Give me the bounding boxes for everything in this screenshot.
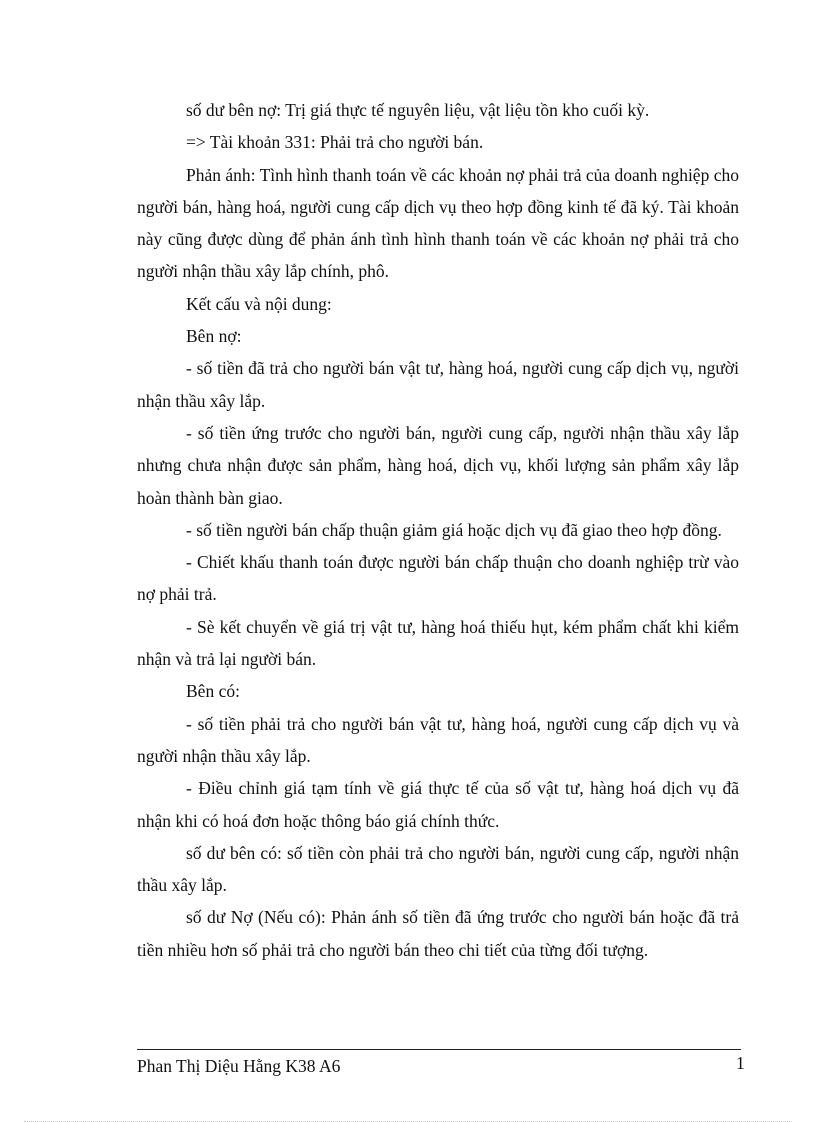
paragraph-credit-item-2: - Điều chỉnh giá tạm tính về giá thực tế của số vật tư, hàng hoá dịch vụ đã nhận khi có hoá đơn hoặc thông báo giá chính thức. bbox=[137, 778, 739, 831]
paragraph-credit-side-heading: Bên có: bbox=[186, 681, 240, 702]
page-edge-divider bbox=[24, 1121, 792, 1122]
paragraph-debit-item-5: - Sè kết chuyển về giá trị vật tư, hàng hoá thiếu hụt, kém phẩm chất khi kiểm nhận và trả lại người bán. bbox=[137, 616, 739, 670]
paragraph-credit-item-1: - số tiền phải trả cho người bán vật tư, hàng hoá, người cung cấp dịch vụ và người nhận thầu xây lắp. bbox=[137, 713, 739, 766]
paragraph-debit-item-3: - số tiền người bán chấp thuận giảm giá hoặc dịch vụ đã giao theo hợp đồng. bbox=[186, 519, 722, 540]
paragraph-debit-side-heading: Bên nợ: bbox=[186, 326, 242, 347]
body-text bbox=[137, 94, 739, 966]
page-number: 1 bbox=[736, 1053, 745, 1073]
paragraph-credit-balance: số dư bên có: số tiền còn phải trả cho người bán, người cung cấp, người nhận thầu xây lắp. bbox=[137, 842, 739, 896]
paragraph-structure-heading: Kết cấu và nội dung: bbox=[186, 293, 332, 314]
footer-author: Phan Thị Diệu Hằng K38 A6 bbox=[137, 1056, 341, 1076]
footer-divider bbox=[137, 1049, 741, 1050]
paragraph-account-331-description: Phản ánh: Tình hình thanh toán về các khoản nợ phải trả của doanh nghiệp cho người bán, hàng hoá, người cung cấp dịch vụ theo hợp đồng kinh tế đã ký. Tài khoản này cũng được dùng để phản ánh tình hình thanh toán về các khoản nợ phải trả cho người nhận thầu xây lắp chính, phô. bbox=[137, 164, 739, 282]
paragraph-debit-item-1: - số tiền đã trả cho người bán vật tư, hàng hoá, người cung cấp dịch vụ, người nhận thầu xây lắp. bbox=[137, 358, 739, 411]
paragraph-debit-item-4: - Chiết khấu thanh toán được người bán chấp thuận cho doanh nghiệp trừ vào nợ phải trả. bbox=[137, 552, 739, 605]
paragraph-debit-balance-note: số dư Nợ (Nếu có): Phản ánh số tiền đã ứng trước cho người bán hoặc đã trả tiền nhiều hơn số phải trả cho người bán theo chi tiết của từng đối tượng. bbox=[137, 907, 739, 960]
paragraph-debit-item-2: - số tiền ứng trước cho người bán, người cung cấp, người nhận thầu xây lắp nhưng chưa nhận được sản phẩm, hàng hoá, dịch vụ, khối lượng sản phẩm xây lắp hoàn thành bàn giao. bbox=[137, 422, 739, 508]
paragraph-closing-balance-debit: số dư bên nợ: Trị giá thực tế nguyên liệu, vật liệu tồn kho cuối kỳ. bbox=[186, 100, 650, 120]
paragraph-account-331-heading: => Tài khoản 331: Phải trả cho người bán. bbox=[186, 132, 484, 153]
